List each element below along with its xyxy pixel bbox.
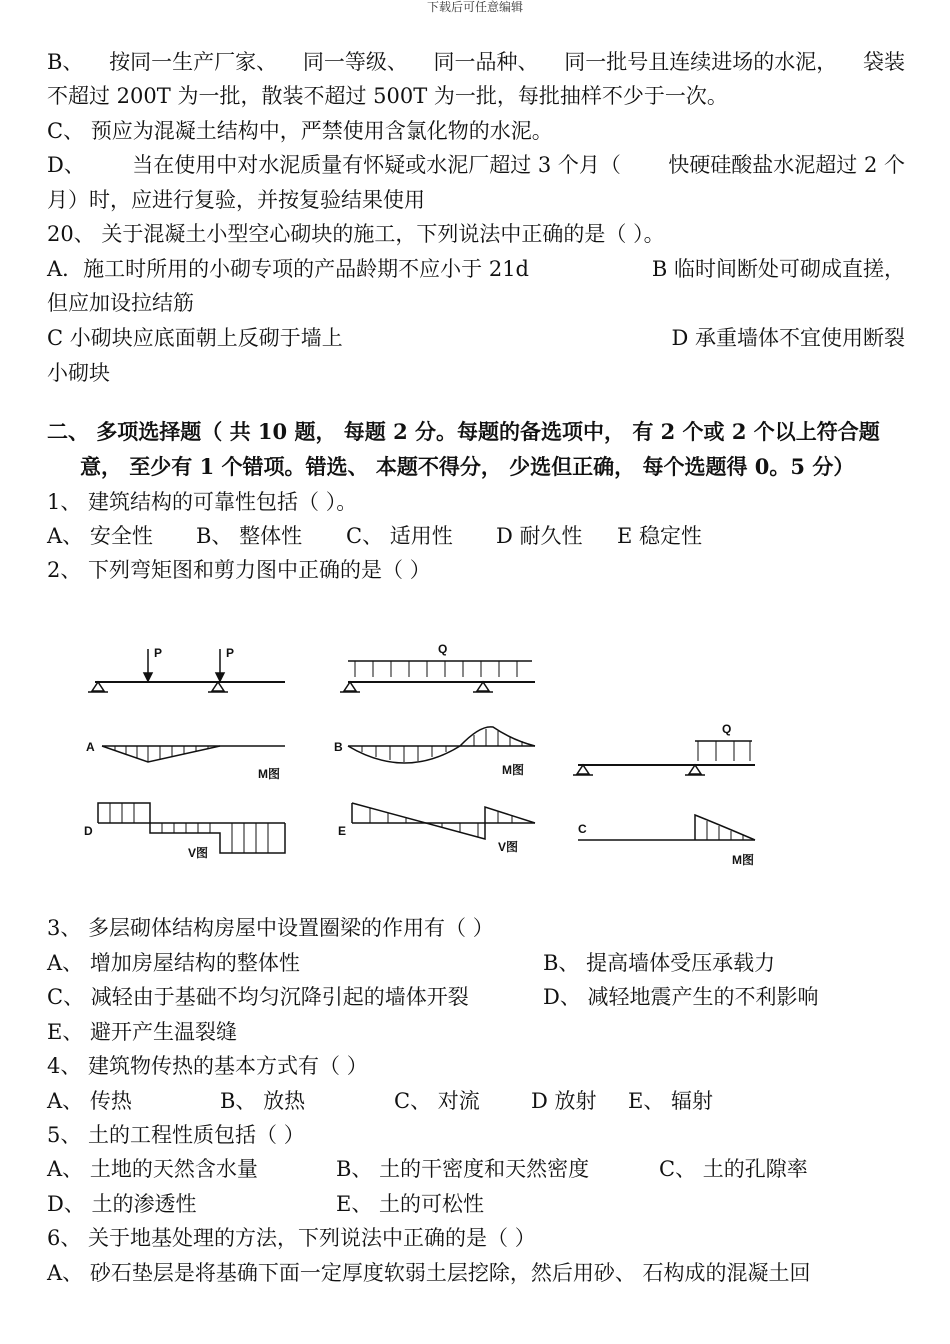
text-part: 同一等级、 [302,50,408,74]
mq3-option-b: B、 提高墙体受压承载力 [543,951,776,975]
mq4-option-d: D 放射 [531,1089,597,1113]
q19-option-d-line2: 月）时，应进行复验，并按复验结果使用 [47,188,425,212]
text-part: D、 [47,153,85,177]
diagram-label-b: B [334,740,343,754]
mq4-option-c: C、 对流 [394,1089,480,1113]
q20-option-b-part2: 但应加设拉结筋 [47,291,194,315]
mq5-option-c: C、 土的孔隙率 [659,1157,808,1181]
q19-option-d-line1 [47,151,905,179]
m-diagram-label-b: M图 [502,763,524,777]
text-part: 当在使用中对水泥质量有怀疑或水泥厂超过 3 个月（ [132,153,621,177]
mq5-option-e: E、 土的可松性 [336,1192,485,1216]
v-diagram-label-e: V图 [498,840,519,854]
q19-option-c: C、 预应为混凝土结构中，严禁使用含氯化物的水泥。 [47,119,553,143]
q19-option-b-line2: 不超过 200T 为一批，散装不超过 500T 为一批，每批抽样不少于一次。 [47,84,728,108]
q20-option-a: A．施工时所用的小砌专项的产品龄期不应小于 21d [47,257,530,281]
text-part: 按同一生产厂家、 [109,50,278,74]
mq3-option-a: A、 增加房屋结构的整体性 [47,951,300,975]
diagram-label-d: D [84,824,93,838]
mq6-stem: 6、 关于地基处理的方法，下列说法中正确的是（ ） [47,1226,536,1250]
mq4-option-a: A、 传热 [47,1089,132,1113]
text-part: 袋装 [862,50,905,74]
text-part: 同一品种、 [433,50,539,74]
mq5-option-a: A、 土地的天然含水量 [47,1157,258,1181]
text-part: B、 [47,50,84,74]
mq1-option-a: A、 安全性 [47,524,153,548]
diagram-label-c: C [578,822,587,836]
m-diagram-label-c: M图 [732,853,754,867]
beam-moment-shear-diagrams [40,635,800,895]
mq5-option-d: D、 土的渗透性 [47,1192,197,1216]
mq1-stem: 1、 建筑结构的可靠性包括（ ）。 [47,490,358,514]
section2-heading-line1: 二、 多项选择题（ 共 10 题， 每题 2 分。每题的备选项中， 有 2 个或 2 个以上符合题 [47,419,880,444]
page-header-note: 下载后可任意编辑 [426,0,523,14]
mq3-option-d: D、 减轻地震产生的不利影响 [543,985,819,1009]
mq3-option-c: C、 减轻由于基础不均匀沉降引起的墙体开裂 [47,985,469,1009]
q20-option-d-part1: D 承重墙体不宜使用断裂 [671,326,905,350]
load-label-q1: Q [438,642,448,656]
q20-stem: 20、 关于混凝土小型空心砌块的施工，下列说法中正确的是（ ）。 [47,222,665,246]
mq1-option-c: C、 适用性 [346,524,453,548]
q20-option-c: C 小砌块应底面朝上反砌于墙上 [47,326,343,350]
mq6-option-a: A、 砂石垫层是将基确下面一定厚度软弱土层挖除，然后用砂、 石构成的混凝土回 [47,1261,811,1285]
m-diagram-label-a: M图 [258,767,280,781]
mq1-option-e: E 稳定性 [617,524,703,548]
mq4-option-b: B、 放热 [220,1089,306,1113]
text-part: 快硬硅酸盐水泥超过 2 个 [668,153,905,177]
mq2-stem: 2、 下列弯矩图和剪力图中正确的是（ ） [47,558,431,582]
diagram-label-a: A [86,740,95,754]
q20-option-b-part1: B 临时间断处可砌成直搓， [651,257,905,281]
mq3-option-e: E、 避开产生温裂缝 [47,1020,238,1044]
section2-heading-line2: 意， 至少有 1 个错项。错选、 本题不得分， 少选但正确， 每个选题得 0。5 分） [80,454,855,479]
text-part: 同一批号且连续进场的水泥， [564,50,838,74]
mq4-option-e: E、 辐射 [628,1089,714,1113]
diagram-label-e: E [338,824,347,838]
q20-option-d-part2: 小砌块 [47,361,110,385]
load-label-p2: P [226,646,235,660]
load-label-p1: P [154,646,163,660]
mq1-option-b: B、 整体性 [196,524,303,548]
v-diagram-label-d: V图 [188,846,209,860]
mq5-stem: 5、 土的工程性质包括（ ） [47,1123,305,1147]
mq5-option-b: B、 土的干密度和天然密度 [336,1157,590,1181]
load-label-q2: Q [722,722,732,736]
mq1-option-d: D 耐久性 [496,524,583,548]
mq4-stem: 4、 建筑物传热的基本方式有（ ） [47,1054,368,1078]
q19-option-b-line1 [47,48,905,76]
mq3-stem: 3、 多层砌体结构房屋中设置圈梁的作用有（ ） [47,916,494,940]
